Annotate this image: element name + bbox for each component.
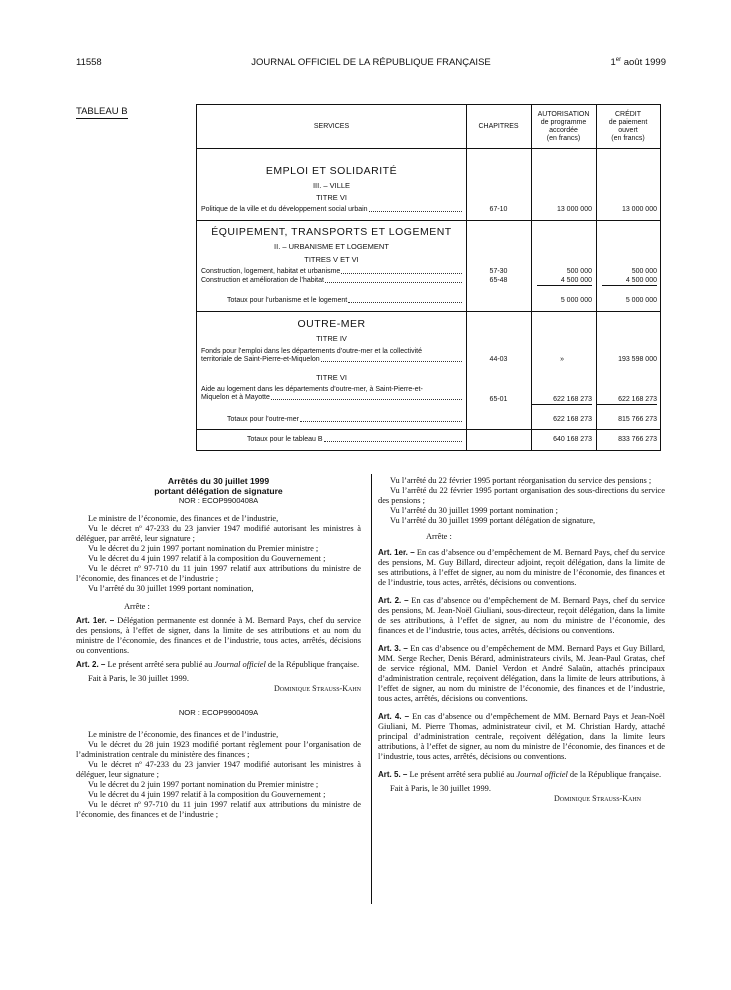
- row-chapitre: 65-01: [489, 396, 508, 403]
- table-row: Construction et amélioration de l’habitat: [201, 277, 463, 285]
- paragraph: Vu le décret nº 97-710 du 11 juin 1997 relatif aux attributions du ministre de l’économie, des finances et de l’industrie ;: [76, 800, 361, 819]
- paragraph: Vu le décret nº 47-233 du 23 janvier 1947 modifié autorisant les ministres à déléguer, par arrêté, leur signature ;: [76, 524, 361, 543]
- row-credit: 13 000 000: [621, 206, 657, 213]
- table-row: Construction, logement, habitat et urbanisme: [201, 268, 463, 276]
- article-5: Art. 5. – Le présent arrêté sera publié au Journal officiel de la République française.: [378, 770, 662, 779]
- row-chapitre: 67-10: [489, 206, 508, 213]
- total-divider: [197, 429, 660, 430]
- paragraph: Vu l’arrêté du 22 février 1995 portant réorganisation du service des pensions ;: [390, 476, 652, 485]
- budget-table: [196, 104, 661, 451]
- paragraph: Le ministre de l’économie, des finances et de l’industrie,: [88, 514, 279, 523]
- row-credit: 622 168 273: [596, 396, 657, 405]
- page-number: 11558: [76, 57, 102, 68]
- col-header-autorisation: AUTORISATION de programme accordée (en francs): [537, 111, 590, 142]
- row-credit: 4 500 000: [602, 277, 657, 286]
- subtotal-autorisation: 5 000 000: [560, 297, 592, 304]
- col-header-chapitres: CHAPITRES: [478, 123, 519, 130]
- signature: Dominique Strauss-Kahn: [273, 684, 361, 693]
- section-title-outremer: OUTRE-MER: [297, 318, 366, 330]
- subtotal-outremer: Totaux pour l’outre-mer: [227, 416, 463, 424]
- row-autorisation: 13 000 000: [556, 206, 592, 213]
- section-divider: [197, 311, 660, 312]
- decree-title-1: Arrêtés du 30 juillet 1999: [167, 476, 270, 486]
- subtotal-urbanisme: Totaux pour l’urbanisme et le logement: [227, 297, 463, 305]
- section-sub-ville: III. – VILLE: [312, 181, 351, 190]
- table-row: Aide au logement dans les départements d’outre-mer, à Saint-Pierre-et- Miquelon et à Mayotte: [201, 386, 463, 402]
- paragraph: Vu le décret du 2 juin 1997 portant nomination du Premier ministre ;: [88, 780, 319, 789]
- article-4: Art. 4. – En cas d’absence ou d’empêchement de MM. Bernard Pays et Jean-Noël Giuliani, M. Pierre Thomas, administrateur civil, et M. Christian Hardy, attaché principal d’administration centrale, reçoivent délégation, dans la limite leurs attributions, à l’effet de signer, au nom du ministre de l’économie, des finances et de l’industrie, tous actes, arrêtés, décisions ou conventions.: [378, 712, 666, 761]
- place-date: Fait à Paris, le 30 juillet 1999.: [88, 674, 189, 683]
- row-autorisation: 500 000: [566, 268, 592, 275]
- header-divider: [197, 148, 660, 149]
- subtotal-credit: 815 766 273: [618, 416, 657, 423]
- subtotal-autorisation: 622 168 273: [553, 416, 592, 423]
- row-chapitre: 65-48: [489, 277, 508, 284]
- section-divider: [197, 220, 660, 221]
- row-autorisation: 4 500 000: [537, 277, 592, 286]
- left-column: [76, 476, 361, 820]
- journal-title: JOURNAL OFFICIEL DE LA RÉPUBLIQUE FRANÇAISE: [251, 57, 491, 68]
- arrete-heading: Arrête :: [124, 602, 150, 611]
- page-header: [76, 57, 666, 71]
- section-title-equipement: ÉQUIPEMENT, TRANSPORTS ET LOGEMENT: [211, 226, 452, 238]
- paragraph: Vu le décret du 2 juin 1997 portant nomination du Premier ministre ;: [88, 544, 319, 553]
- place-date: Fait à Paris, le 30 juillet 1999.: [390, 784, 491, 793]
- article-2: Art. 2. – En cas d’absence ou d’empêchement de M. Bernard Pays, chef du service des pensions, M. Jean-Noël Giuliani, sous-directeur, reçoit délégation, dans la limite de ses attributions, à l’effet de signer, au nom du ministre de l’économie, des finances et de l’industrie, tous actes, arrêtés, décisions ou conventions.: [378, 596, 666, 635]
- grand-total: Totaux pour le tableau B: [247, 436, 463, 444]
- right-column: [378, 476, 665, 804]
- table-row: Fonds pour l’emploi dans les départements d’outre-mer et la collectivité territoriale de Saint-Pierre-et-Miquelon: [201, 348, 463, 364]
- grand-total-credit: 833 766 273: [618, 436, 657, 443]
- row-chapitre: 44-03: [489, 356, 508, 363]
- article-2: Art. 2. – Le présent arrêté sera publié au Journal officiel de la République française.: [76, 660, 360, 669]
- row-autorisation: 622 168 273: [531, 396, 592, 405]
- paragraph: Vu l’arrêté du 30 juillet 1999 portant nomination,: [88, 584, 254, 593]
- paragraph: Vu l’arrêté du 22 février 1995 portant organisation des sous-directions du service des pensions ;: [378, 486, 665, 505]
- grand-total-autorisation: 640 168 273: [553, 436, 592, 443]
- paragraph: Le ministre de l’économie, des finances et de l’industrie,: [88, 730, 279, 739]
- article-1: Art. 1er. – En cas d’absence ou d’empêchement de M. Bernard Pays, chef du service des pensions, M. Guy Billard, directeur adjoint, reçoit délégation, dans la limite de ses attributions, à l’effet de signer, au nom du ministre de l’économie, des finances et de l’industrie, tous actes, arrêtés, décisions ou conventions.: [378, 548, 666, 587]
- nor-reference-2: NOR : ECOP9900409A: [178, 708, 259, 717]
- paragraph: Vu le décret du 4 juin 1997 relatif à la composition du Gouvernement ;: [88, 554, 326, 563]
- section-sub-titre-iv: TITRE IV: [316, 334, 347, 343]
- section-sub-titres: TITRES V ET VI: [304, 255, 359, 264]
- section-sub-urbanisme: II. – URBANISME ET LOGEMENT: [274, 242, 389, 251]
- paragraph: Vu l’arrêté du 30 juillet 1999 portant nomination ;: [390, 506, 558, 515]
- table-row: Politique de la ville et du développement social urbain: [201, 206, 463, 214]
- article-3: Art. 3. – En cas d’absence ou d’empêchement de MM. Bernard Pays et Guy Billard, MM. Serge Recher, Denis Bérard, administrateurs civils, M. Jean-Paul Gratas, chef de service régional, MM. Daniel Verdon et André Salaün, attachés principaux d’administration centrale, reçoivent délégation, dans la limite de leurs attributions, à l’effet de signer, au nom du ministre de l’économie, des finances et de l’industrie, tous actes, arrêtés, décisions ou conventions.: [378, 644, 666, 703]
- col-header-services: SERVICES: [313, 123, 350, 130]
- row-autorisation: »: [560, 356, 564, 363]
- column-divider: [371, 474, 372, 904]
- row-credit: 193 598 000: [618, 356, 657, 363]
- row-chapitre: 57-30: [489, 268, 508, 275]
- paragraph: Vu le décret nº 97-710 du 11 juin 1997 relatif aux attributions du ministre de l’économie, des finances et de l’industrie ;: [76, 564, 361, 583]
- article-1: Art. 1er. – Délégation permanente est donnée à M. Bernard Pays, chef du service des pensions, à l’effet de signer, dans la limite de ses attributions et au nom du ministre de l’économie, des finances et de l’industrie, tous actes, arrêtés, décisions ou conventions.: [76, 616, 361, 655]
- paragraph: Vu l’arrêté du 30 juillet 1999 portant délégation de signature,: [390, 516, 596, 525]
- paragraph: Vu le décret du 4 juin 1997 relatif à la composition du Gouvernement ;: [88, 790, 326, 799]
- nor-reference-1: NOR : ECOP9900408A: [178, 496, 259, 505]
- col-header-credit: CRÉDIT de paiement ouvert (en francs): [608, 111, 648, 142]
- page-date: 1er août 1999: [610, 57, 666, 69]
- arrete-heading: Arrête :: [426, 532, 452, 541]
- row-credit: 500 000: [631, 268, 657, 275]
- section-title-emploi: EMPLOI ET SOLIDARITÉ: [265, 165, 398, 177]
- section-sub-titre-vi: TITRE VI: [316, 373, 347, 382]
- decree-title-2: portant délégation de signature: [154, 486, 283, 496]
- table-label: TABLEAU B: [76, 106, 128, 117]
- subtotal-credit: 5 000 000: [625, 297, 657, 304]
- paragraph: Vu le décret nº 47-233 du 23 janvier 1947 modifié autorisant les ministres à déléguer, leur signature ;: [76, 760, 361, 779]
- section-sub-titre: TITRE VI: [316, 193, 347, 202]
- signature: Dominique Strauss-Kahn: [553, 794, 641, 803]
- paragraph: Vu le décret du 28 juin 1923 modifié portant règlement pour l’organisation de l’administration centrale du ministère des finances ;: [76, 740, 361, 759]
